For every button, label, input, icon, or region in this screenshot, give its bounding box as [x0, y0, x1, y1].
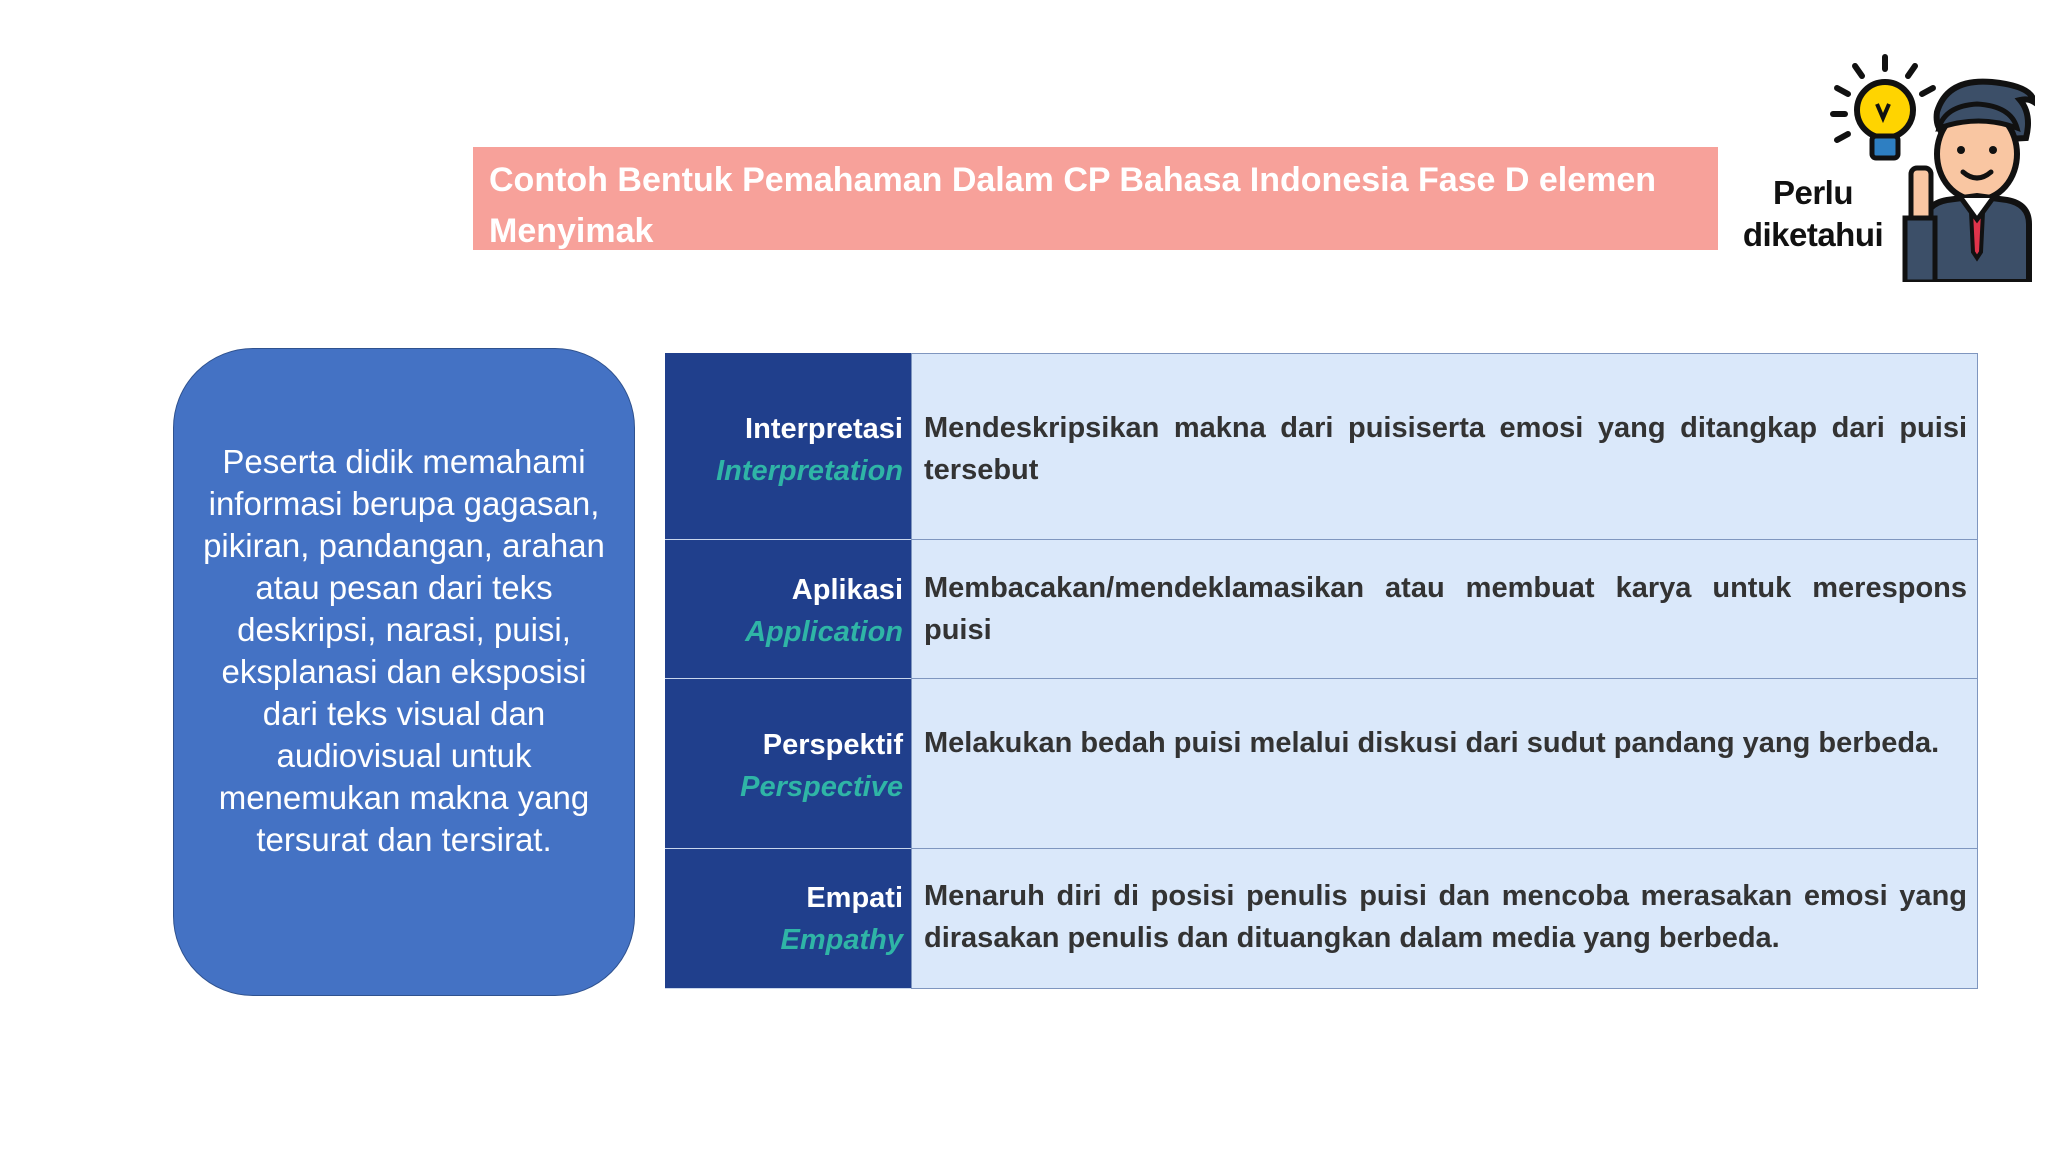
term-label: Interpretasi: [745, 413, 903, 445]
term-cell: [665, 353, 911, 540]
term-english-label: Interpretation: [716, 455, 903, 487]
term-label: Aplikasi: [791, 574, 903, 606]
table-row-empati: [665, 849, 1978, 989]
term-description: Membacakan/mendeklamasikan atau membuat karya untuk merespons puisi: [911, 540, 1978, 679]
page-title: Contoh Bentuk Pemahaman Dalam CP Bahasa Indonesia Fase D elemen Menyimak: [473, 147, 1718, 250]
perlu-diketahui-label: Perlu diketahui: [1742, 174, 1884, 253]
learning-outcome-box: Peserta didik memahami informasi berupa gagasan, pikiran, pandangan, arahan atau pesan dari teks deskripsi, narasi, puisi, eksplanasi dan eksposisi dari teks visual dan audiovisual untuk menemukan makna yang tersurat dan tersirat.: [173, 348, 635, 996]
term-description: Mendeskripsikan makna dari puisiserta emosi yang ditangkap dari puisi tersebut: [911, 353, 1978, 540]
term-english-label: Perspective: [740, 771, 903, 803]
table-row-aplikasi: [665, 540, 1978, 679]
term-label: Perspektif: [762, 729, 903, 761]
term-description: Melakukan bedah puisi melalui diskusi dari sudut pandang yang berbeda.: [911, 679, 1978, 849]
term-english-label: Empathy: [780, 924, 903, 956]
table-row-interpretasi: [665, 353, 1978, 540]
term-cell: [665, 679, 911, 849]
term-label: Empati: [806, 882, 903, 914]
table-row-perspektif: [665, 679, 1978, 849]
understanding-table: [665, 353, 1978, 989]
term-english-label: Application: [745, 616, 903, 648]
term-description: Menaruh diri di posisi penulis puisi dan mencoba merasakan emosi yang dirasakan penulis dan dituangkan dalam media yang berbeda.: [911, 849, 1978, 989]
term-cell: [665, 849, 911, 989]
term-cell: [665, 540, 911, 679]
